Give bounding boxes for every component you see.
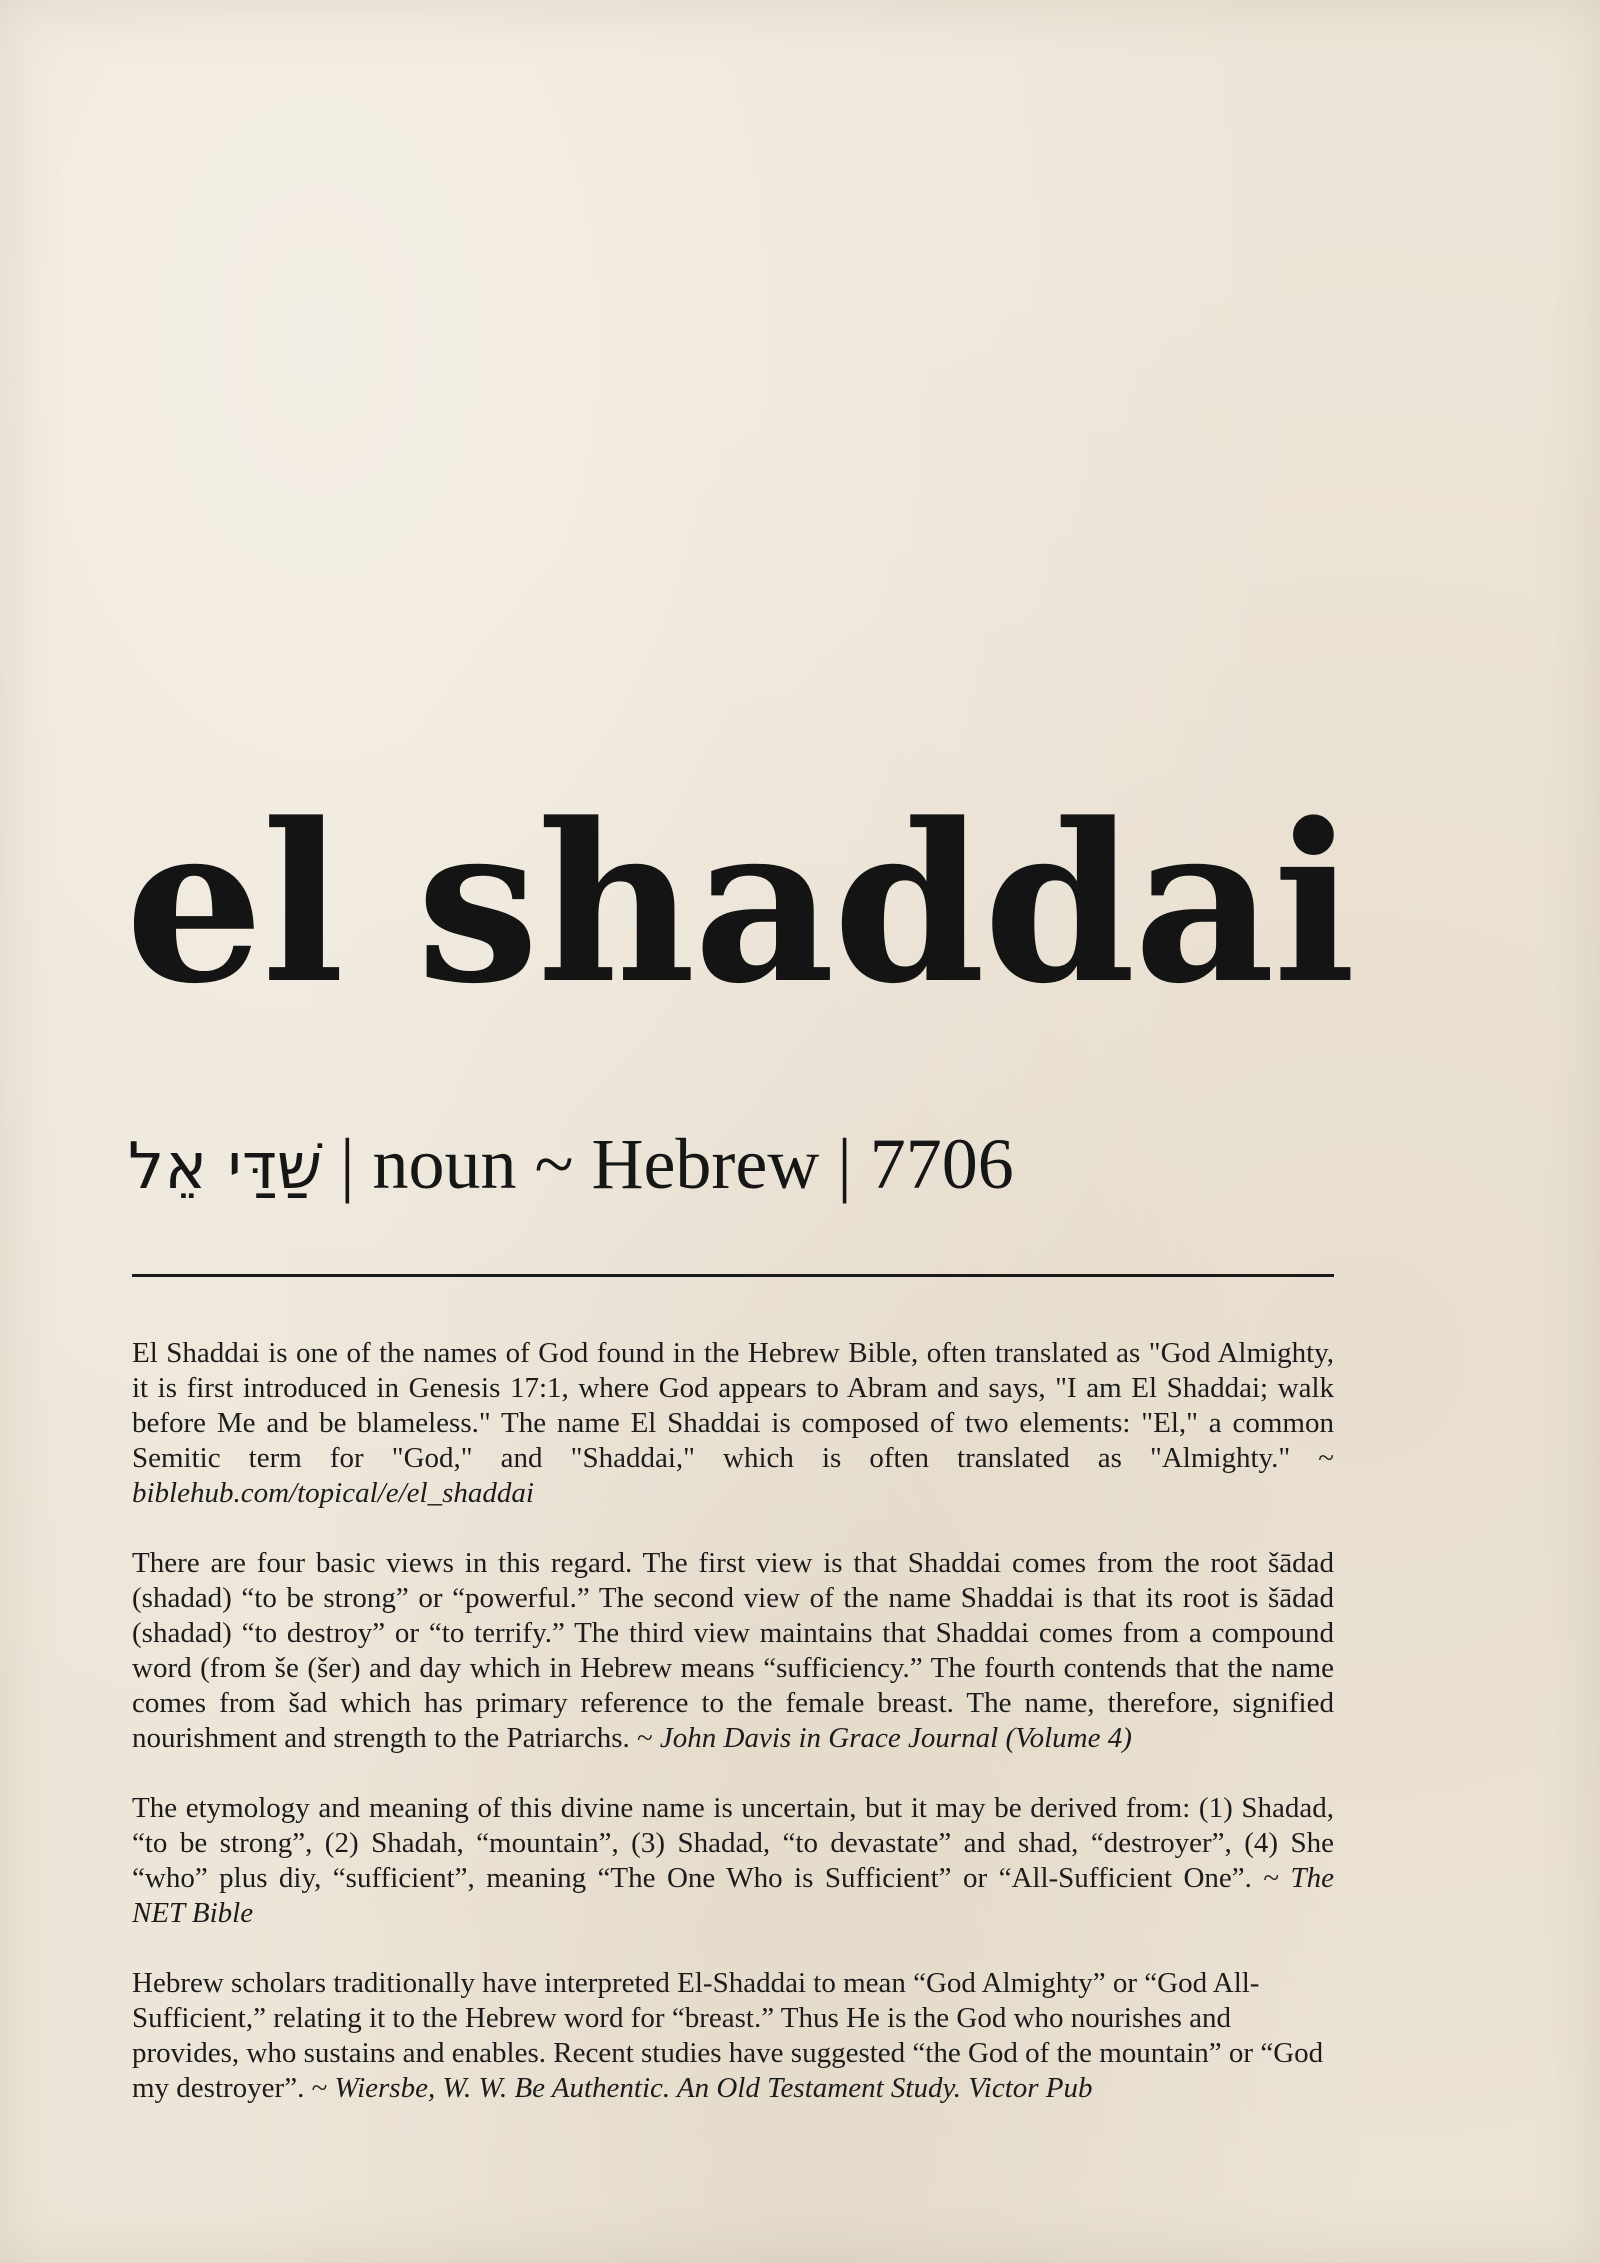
definition-subline — [128, 1124, 1032, 1204]
paragraph-biblehub — [132, 1336, 1334, 1511]
paragraph-citation: The NET Bible — [132, 1862, 1334, 1929]
paragraph-text: The etymology and meaning of this divine name is uncertain, but it may be derived from: (1) Shadad, “to be strong”, (2) Shadah, “mountain”, (3) Shadad, “to devastate” and shad, “destroyer”, (4) She “who” plus diy, “sufficient”, meaning “The One Who is Sufficient” or “All-Sufficient One”. ~ — [132, 1792, 1334, 1894]
paragraph-wiersbe — [132, 1966, 1334, 2106]
paragraph-citation: John Davis in Grace Journal (Volume 4) — [659, 1722, 1132, 1754]
paragraph-text: There are four basic views in this regard. The first view is that Shaddai comes from the root šādad (shadad) “to be strong” or “powerful.” The second view of the name Shaddai is that its root is šādad (shadad) “to destroy” or “to terrify.” The third view maintains that Shaddai comes from a compound word (from še (šer) and day which in Hebrew means “sufficiency.” The fourth contends that the name comes from šad which has primary reference to the female breast. The name, therefore, signified nourishment and strength to the Patriarchs. ~ — [132, 1547, 1334, 1754]
pos-line: | noun ~ Hebrew | 7706 — [340, 1124, 1014, 1204]
definition-body — [132, 1336, 1334, 2141]
divider-rule — [132, 1274, 1334, 1277]
headword-title: el shaddai — [125, 776, 1354, 1032]
paragraph-citation: Wiersbe, W. W. Be Authentic. An Old Testament Study. Victor Pub — [334, 2072, 1093, 2104]
paragraph-text: Hebrew scholars traditionally have interpreted El-Shaddai to mean “God Almighty” or “God All-Sufficient,” relating it to the Hebrew word for “breast.” Thus He is the God who nourishes and provides, who sustains and enables. Recent studies have suggested “the God of the mountain” or “God my destroyer”. ~ — [132, 1967, 1324, 2104]
paragraph-citation: biblehub.com/topical/e/el_shaddai — [132, 1477, 534, 1509]
paragraph-text: El Shaddai is one of the names of God found in the Hebrew Bible, often translated as "God Almighty, it is first introduced in Genesis 17:1, where God appears to Abram and says, "I am El Shaddai; walk before Me and be blameless." The name El Shaddai is composed of two elements: "El," a common Semitic term for "God," and "Shaddai," which is often translated as "Almighty." ~ — [132, 1337, 1334, 1474]
paragraph-net-bible — [132, 1791, 1334, 1931]
hebrew-spelling: שַׁדַּי אֵל — [128, 1130, 323, 1204]
paragraph-davis — [132, 1546, 1334, 1756]
